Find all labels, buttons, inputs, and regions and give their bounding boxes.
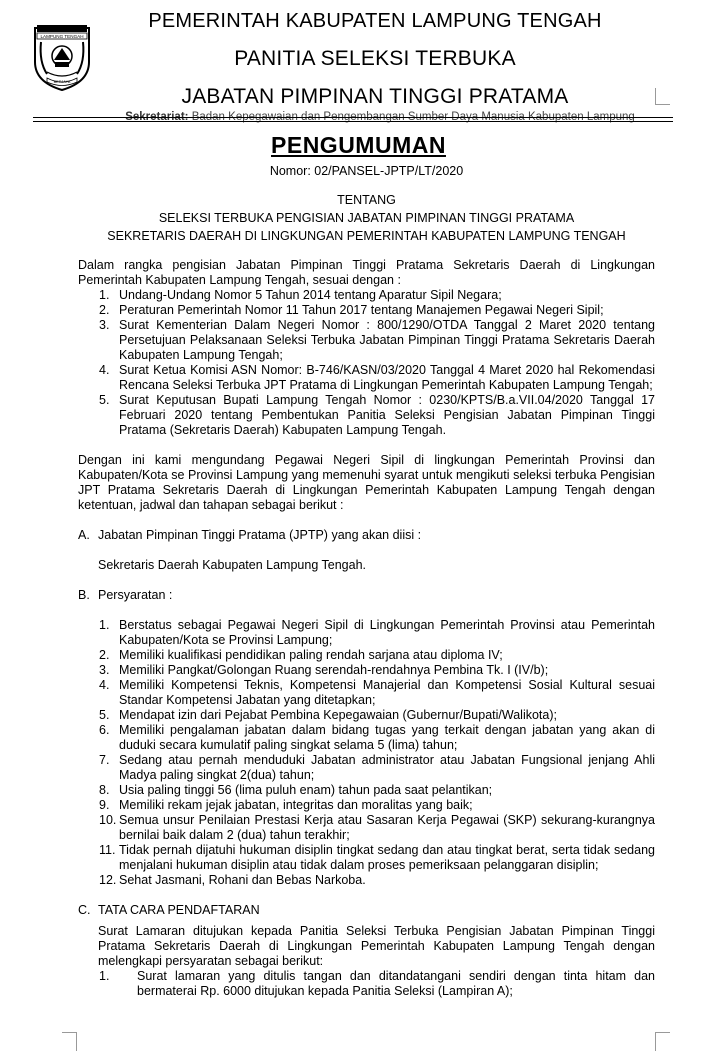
sekretariat-label: Sekretariat: bbox=[125, 111, 189, 123]
lampung-tengah-emblem-icon bbox=[33, 22, 91, 92]
requirement-item-text: Sehat Jasmani, Rohani dan Bebas Narkoba. bbox=[119, 873, 366, 887]
requirement-item-text: Memiliki rekam jejak jabatan, integritas dan moralitas yang baik; bbox=[119, 798, 473, 812]
registration-item-text: Surat lamaran yang ditulis tangan dan ditandatangani sendiri dengan tinta hitam dan bermaterai Rp. 6000 ditujukan kepada Panitia Seleksi (Lampiran A); bbox=[137, 969, 655, 998]
document-body bbox=[78, 258, 655, 999]
legal-basis-list bbox=[78, 288, 655, 438]
requirement-item-text: Memiliki Kompetensi Teknis, Kompetensi Manajerial dan Kompetensi Sosial Kultural sesuai Standar Kompetensi Jabatan yang ditetapkan; bbox=[119, 678, 655, 707]
requirement-item-text: Sedang atau pernah menduduki Jabatan administrator atau Jabatan Fungsional jenjang Ahli Madya paling singkat 2(dua) tahun; bbox=[119, 753, 655, 782]
requirement-item-number: 7. bbox=[99, 753, 110, 767]
requirements-list bbox=[78, 618, 655, 888]
sekretariat-text: Badan Kepegawaian dan Pengembangan Sumber Daya Manusia Kabupaten Lampung bbox=[191, 111, 635, 123]
letterhead-line-1: PEMERINTAH KABUPATEN LAMPUNG TENGAH bbox=[148, 10, 602, 32]
legal-basis-item-text: Peraturan Pemerintah Nomor 11 Tahun 2017 tentang Manajemen Pegawai Negeri Sipil; bbox=[119, 303, 604, 317]
section-c-letter: C. bbox=[78, 903, 91, 917]
crop-mark-bottom-right bbox=[655, 1032, 670, 1051]
section-b-heading bbox=[78, 588, 655, 603]
requirement-item bbox=[78, 618, 655, 648]
letterhead-rule-top bbox=[33, 117, 673, 118]
requirement-item-number: 6. bbox=[99, 723, 110, 737]
requirement-item-number: 12. bbox=[99, 873, 117, 887]
requirement-item-text: Tidak pernah dijatuhi hukuman disiplin tingkat sedang dan atau tingkat berat, serta tidak sedang menjalani hukuman disiplin atau tidak dalam proses pemeriksaan pelanggaran disiplin; bbox=[119, 843, 655, 872]
legal-basis-item bbox=[78, 303, 655, 318]
requirement-item bbox=[78, 723, 655, 753]
section-a-letter: A. bbox=[78, 528, 90, 542]
requirement-item bbox=[78, 648, 655, 663]
requirement-item-number: 4. bbox=[99, 678, 110, 692]
section-b-letter: B. bbox=[78, 588, 90, 602]
requirement-item-number: 3. bbox=[99, 663, 110, 677]
requirement-item bbox=[78, 813, 655, 843]
legal-basis-item-number: 3. bbox=[99, 318, 110, 332]
legal-basis-item-text: Undang-Undang Nomor 5 Tahun 2014 tentang Aparatur Sipil Negara; bbox=[119, 288, 502, 302]
section-c-heading bbox=[78, 903, 655, 918]
legal-basis-item bbox=[78, 363, 655, 393]
registration-item-number: 1. bbox=[99, 969, 110, 983]
svg-text:BERJAYA: BERJAYA bbox=[53, 80, 71, 84]
registration-list bbox=[78, 969, 655, 999]
section-a-content: Sekretaris Daerah Kabupaten Lampung Tengah. bbox=[98, 558, 367, 572]
requirement-item bbox=[78, 663, 655, 678]
requirement-item bbox=[78, 708, 655, 723]
legal-basis-item-number: 5. bbox=[99, 393, 110, 407]
legal-basis-item bbox=[78, 318, 655, 363]
letterhead-line-2: PANITIA SELEKSI TERBUKA bbox=[234, 47, 516, 70]
svg-text:LAMPUNG TENGAH: LAMPUNG TENGAH bbox=[40, 34, 84, 39]
requirement-item-number: 8. bbox=[99, 783, 110, 797]
letterhead-rule-bottom bbox=[33, 121, 673, 122]
requirement-item-text: Usia paling tinggi 56 (lima puluh enam) tahun pada saat pelantikan; bbox=[119, 783, 493, 797]
requirement-item-text: Memiliki kualifikasi pendidikan paling rendah sarjana atau diploma IV; bbox=[119, 648, 503, 662]
requirement-item-text: Memiliki Pangkat/Golongan Ruang serendah-rendahnya Pembina Tk. I (IV/b); bbox=[119, 663, 549, 677]
legal-basis-item bbox=[78, 393, 655, 438]
legal-basis-item-number: 4. bbox=[99, 363, 110, 377]
registration-item bbox=[78, 969, 655, 999]
legal-basis-item-number: 2. bbox=[99, 303, 110, 317]
requirement-item-number: 1. bbox=[99, 618, 110, 632]
invitation-paragraph: Dengan ini kami mengundang Pegawai Negeri Sipil di lingkungan Pemerintah Provinsi dan Kabupaten/Kota se Provinsi Lampung yang memenuhi syarat untuk mengikuti seleksi terbuka Pengisian JPT Pratama Sekretaris Daerah di Lingkungan Pemerintah Kabupaten Lampung Tengah dengan ketentuan, jadwal dan tahapan sebagai berikut : bbox=[78, 453, 655, 512]
requirement-item bbox=[78, 798, 655, 813]
legal-basis-item-text: Surat Keputusan Bupati Lampung Tengah Nomor : 0230/KPTS/B.a.VII.04/2020 Tanggal 17 Februari 2020 tentang Pembentukan Panitia Seleksi Pengisian Jabatan Pimpinan Tinggi Pratama (Sekretaris Daerah) Kabupaten Lampung Tengah. bbox=[119, 393, 655, 437]
subtitle-line-2: SEKRETARIS DAERAH DI LINGKUNGAN PEMERINTAH KABUPATEN LAMPUNG TENGAH bbox=[107, 229, 626, 243]
requirement-item bbox=[78, 873, 655, 888]
requirement-item-text: Semua unsur Penilaian Prestasi Kerja atau Sasaran Kerja Pegawai (SKP) sekurang-kurangnya bernilai baik dalam 2 (dua) tahun terakhir; bbox=[119, 813, 655, 842]
tentang-heading: TENTANG bbox=[337, 193, 396, 207]
legal-basis-item-text: Surat Kementerian Dalam Negeri Nomor : 800/1290/OTDA Tanggal 2 Maret 2020 tentang Persetujuan Pelaksanaan Seleksi Terbuka Jabatan Pimpinan Tinggi Pratama Sekretaris Daerah Kabupaten Lampung Tengah; bbox=[119, 318, 655, 362]
legal-basis-item-number: 1. bbox=[99, 288, 110, 302]
requirement-item bbox=[78, 843, 655, 873]
requirement-item-text: Memiliki pengalaman jabatan dalam bidang tugas yang terkait dengan jabatan yang akan di duduki secara kumulatif paling singkat selama 5 (lima) tahun; bbox=[119, 723, 655, 752]
letterhead-line-3: JABATAN PIMPINAN TINGGI PRATAMA bbox=[181, 85, 569, 108]
section-b-title: Persyaratan : bbox=[98, 588, 173, 602]
requirement-item bbox=[78, 678, 655, 708]
requirement-item-number: 10. bbox=[99, 813, 117, 827]
requirement-item-number: 9. bbox=[99, 798, 110, 812]
requirement-item-text: Mendapat izin dari Pejabat Pembina Kepegawaian (Gubernur/Bupati/Walikota); bbox=[119, 708, 557, 722]
requirement-item-number: 2. bbox=[99, 648, 110, 662]
subtitle-line-1: SELEKSI TERBUKA PENGISIAN JABATAN PIMPINAN TINGGI PRATAMA bbox=[158, 211, 575, 225]
document-number: Nomor: 02/PANSEL-JPTP/LT/2020 bbox=[269, 164, 464, 178]
section-c-title: TATA CARA PENDAFTARAN bbox=[98, 903, 260, 917]
crop-mark-top-right bbox=[655, 88, 670, 105]
requirement-item-number: 11. bbox=[99, 843, 116, 857]
intro-paragraph: Dalam rangka pengisian Jabatan Pimpinan Tinggi Pratama Sekretaris Daerah di Lingkungan Pemerintah Kabupaten Lampung Tengah, sesuai dengan : bbox=[78, 258, 655, 287]
legal-basis-item-text: Surat Ketua Komisi ASN Nomor: B-746/KASN/03/2020 Tanggal 4 Maret 2020 hal Rekomendasi Rencana Seleksi Terbuka JPT Pratama di Lingkungan Pemerintah Kabupaten Lampung Tengah; bbox=[119, 363, 655, 392]
requirement-item bbox=[78, 783, 655, 798]
requirement-item-number: 5. bbox=[99, 708, 110, 722]
document-title: PENGUMUMAN bbox=[271, 132, 446, 158]
requirement-item bbox=[78, 753, 655, 783]
section-a-heading bbox=[78, 528, 655, 543]
crop-mark-bottom-left bbox=[62, 1032, 77, 1051]
requirement-item-text: Berstatus sebagai Pegawai Negeri Sipil di Lingkungan Pemerintah Provinsi atau Pemerintah Kabupaten/Kota se Provinsi Lampung; bbox=[119, 618, 655, 647]
section-c-intro: Surat Lamaran ditujukan kepada Panitia Seleksi Terbuka Pengisian Jabatan Pimpinan Tinggi Pratama Sekretaris Daerah di Lingkungan Pemerintah Kabupaten Lampung Tengah dengan melengkapi persyaratan sebagai berikut: bbox=[98, 924, 655, 968]
legal-basis-item bbox=[78, 288, 655, 303]
section-a-title: Jabatan Pimpinan Tinggi Pratama (JPTP) yang akan diisi : bbox=[98, 528, 422, 542]
